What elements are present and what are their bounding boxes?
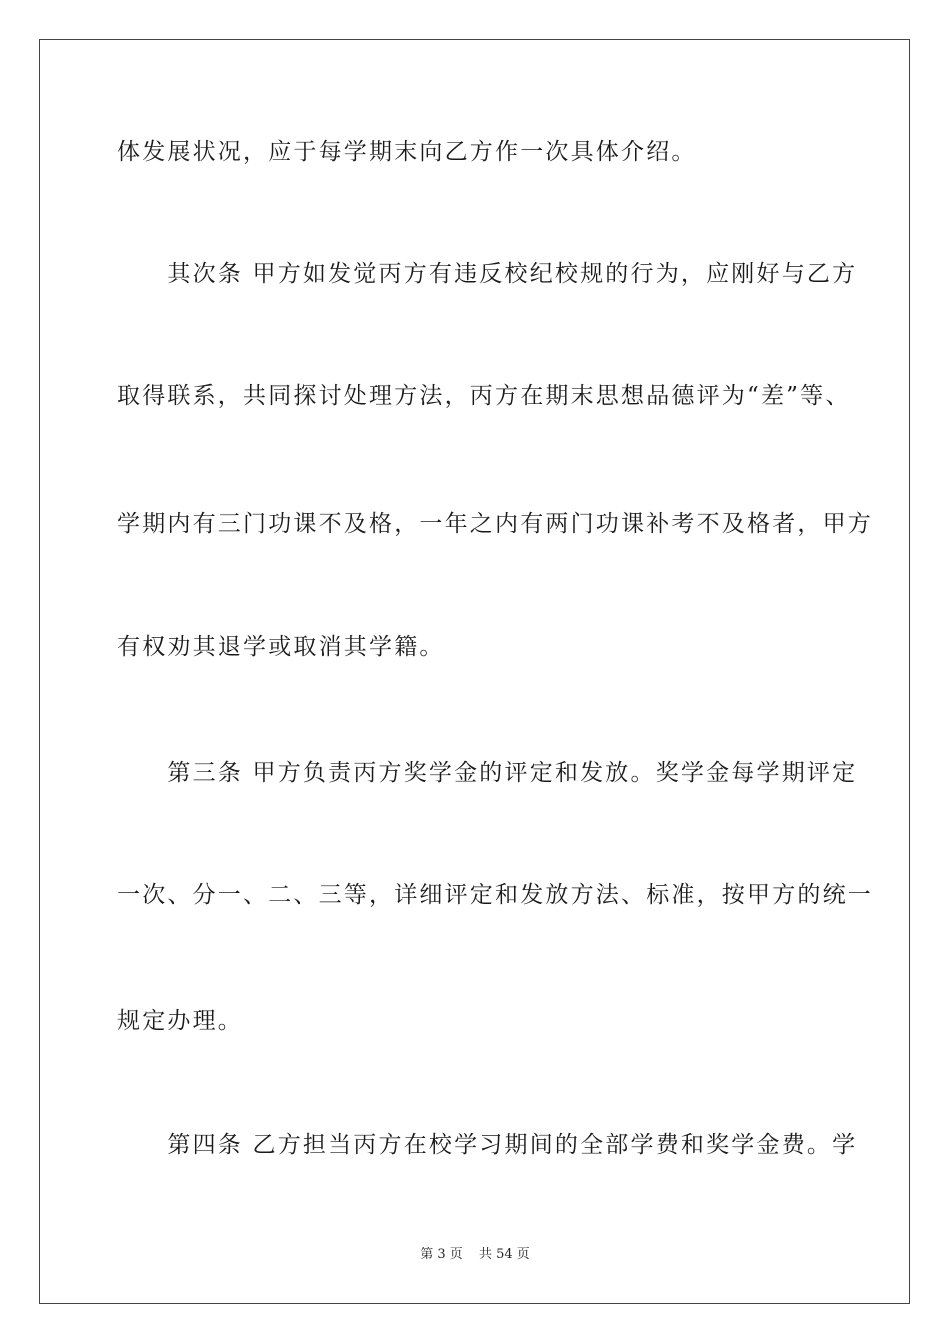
- page-number-current: 第 3 页: [420, 1247, 463, 1262]
- body-text-line: 第三条 甲方负责丙方奖学金的评定和发放。奖学金每学期评定: [117, 760, 858, 786]
- body-text-line: 一次、分一、二、三等，详细评定和发放方法、标准，按甲方的统一: [117, 882, 873, 908]
- body-text-line: 第四条 乙方担当丙方在校学习期间的全部学费和奖学金费。学: [117, 1132, 858, 1158]
- body-text-line: 学期内有三门功课不及格，一年之内有两门功课补考不及格者，甲方: [117, 511, 873, 537]
- body-text-line: 其次条 甲方如发觉丙方有违反校纪校规的行为，应刚好与乙方: [117, 261, 858, 287]
- page-footer: [0, 1247, 950, 1263]
- page-number-total: 共 54 页: [478, 1247, 530, 1262]
- body-text-line: 取得联系，共同探讨处理方法，丙方在期末思想品德评为“差”等、: [117, 383, 851, 409]
- body-text-line: 有权劝其退学或取消其学籍。: [117, 634, 445, 660]
- page-border: [39, 39, 910, 1304]
- body-text-line: 体发展状况，应于每学期末向乙方作一次具体介绍。: [117, 139, 697, 165]
- body-text-line: 规定办理。: [117, 1008, 243, 1034]
